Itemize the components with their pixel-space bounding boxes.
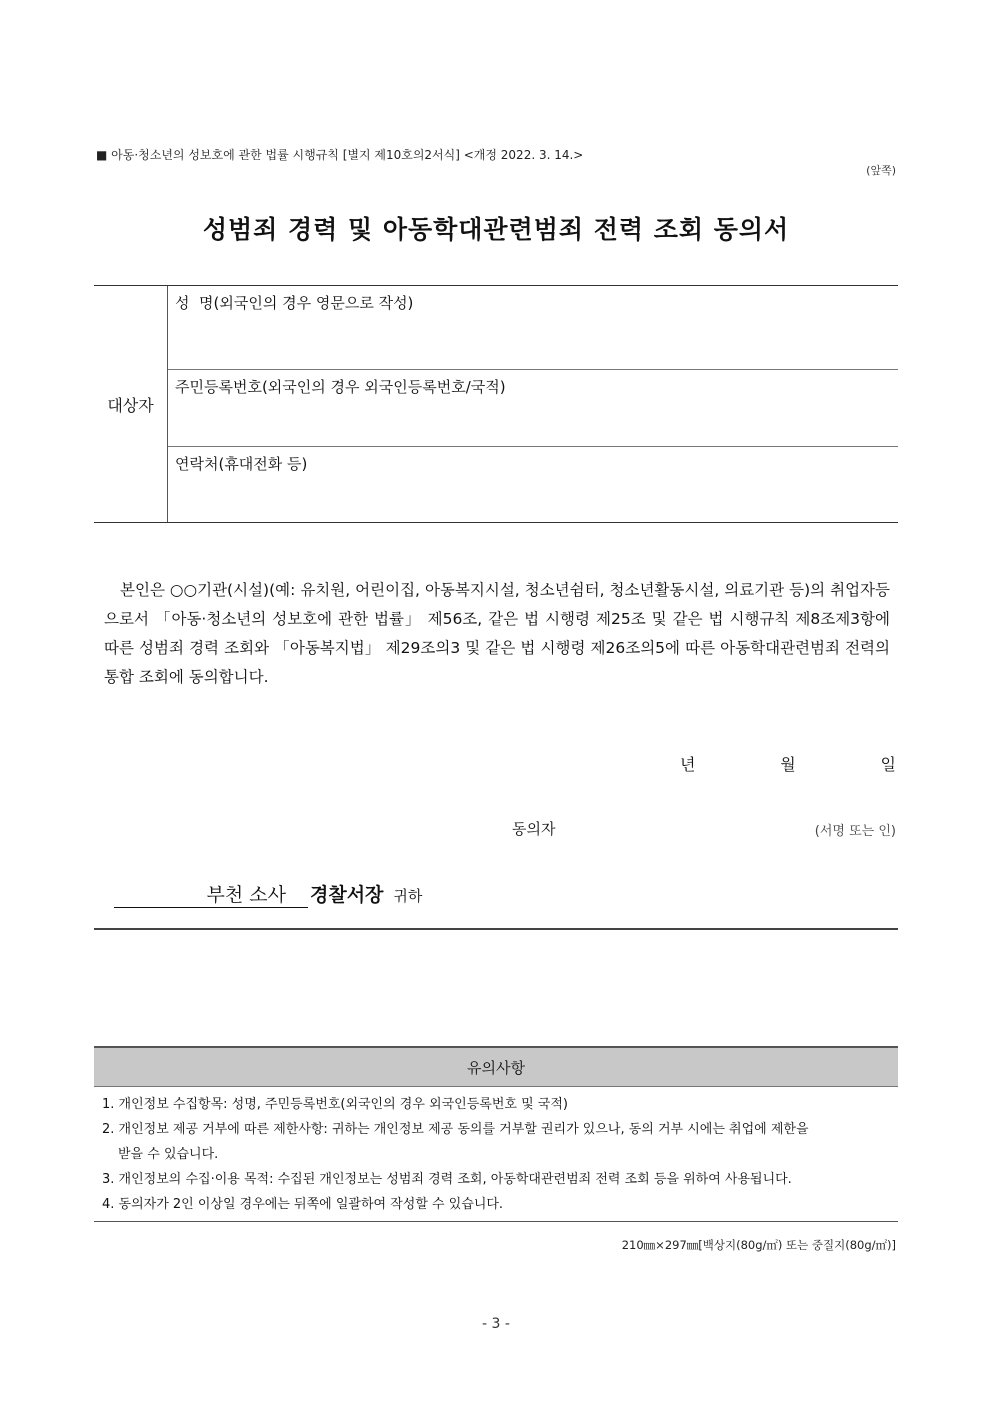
resident-number-label: 주민등록번호(외국인의 경우 외국인등록번호/국적) (175, 378, 506, 396)
signature-note: (서명 또는 인) (814, 824, 896, 839)
addressee-suffix: 귀하 (393, 887, 423, 905)
page-side-label: (앞쪽) (866, 164, 896, 177)
date-line (640, 752, 896, 775)
police-station-chief: 경찰서장 (310, 884, 384, 906)
notes-list (94, 1088, 898, 1222)
note-item (102, 1192, 892, 1217)
note-item (102, 1167, 892, 1192)
day-label: 일 (880, 755, 896, 774)
contact-label: 연락처(휴대전화 등) (175, 455, 308, 473)
contact-field[interactable] (168, 447, 898, 523)
month-label: 월 (780, 755, 796, 774)
note-text: 2. 개인정보 제공 거부에 따른 제한사항: 귀하는 개인정보 제공 동의를 거부할 권리가 있으나, 동의 거부 시에는 취업에 제한을 (102, 1122, 809, 1137)
year-label: 년 (680, 755, 696, 774)
name-field[interactable] (168, 286, 898, 370)
page-number: - 3 - (482, 1316, 510, 1332)
note-text: 4. 동의자가 2인 이상일 경우에는 뒤쪽에 일괄하여 작성할 수 있습니다. (102, 1197, 504, 1212)
note-text-continued: 받을 수 있습니다. (118, 1147, 219, 1162)
paper-spec: 210㎜×297㎜[백상지(80g/㎡) 또는 중질지(80g/㎡)] (621, 1238, 896, 1252)
document-title: 성범죄 경력 및 아동학대관련범죄 전력 조회 동의서 (202, 215, 790, 244)
police-station-location[interactable]: 부천 소사 (114, 880, 308, 908)
note-text: 1. 개인정보 수집항목: 성명, 주민등록번호(외국인의 경우 외국인등록번호 및 국적) (102, 1097, 568, 1112)
subject-label: 대상자 (94, 286, 168, 522)
note-text: 3. 개인정보의 수집·이용 목적: 수집된 개인정보는 성범죄 경력 조회, 아동학대관련범죄 전력 조회 등을 위하여 사용됩니다. (102, 1172, 792, 1187)
notes-header: 유의사항 (94, 1046, 898, 1087)
resident-number-field[interactable] (168, 370, 898, 447)
subject-info-table (94, 285, 898, 523)
name-field-label: 성 명(외국인의 경우 영문으로 작성) (175, 294, 414, 312)
regulation-note: ■ 아동·청소년의 성보호에 관한 법률 시행규칙 [별지 제10호의2서식] <개정 2022. 3. 14.> (96, 148, 584, 162)
note-item (102, 1117, 892, 1167)
section-divider (94, 928, 898, 930)
note-item (102, 1092, 892, 1117)
consent-statement: 본인은 ○○기관(시설)(예: 유치원, 어린이집, 아동복지시설, 청소년쉼터, 청소년활동시설, 의료기관 등)의 취업자등으로서 「아동·청소년의 성보호에 관한 법률」 제56조, 같은 법 시행령 제25조 및 같은 법 시행규칙 제8조제3항에 따른 성범죄 경력 조회와 「아동복지법」 제29조의3 및 같은 법 시행령 제26조의5에 따른 아동학대관련범죄 전력의 통합 조회에 동의합니다. (104, 581, 890, 686)
addressee-line (114, 880, 422, 908)
consenter-label: 동의자 (512, 820, 556, 838)
